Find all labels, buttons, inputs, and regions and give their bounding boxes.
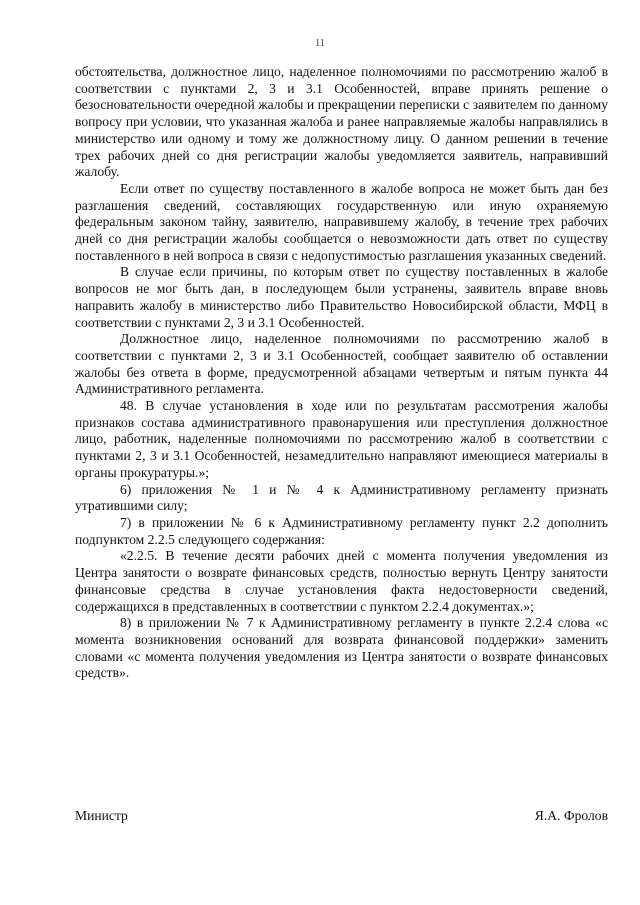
paragraph-continuation: обстоятельства, должностное лицо, наделенное полномочиями по рассмотрению жалоб в соответствии с пунктами 2, 3 и 3.1 Особенностей, вправе принять решение о безосновательности очередной жалобы и прекращении переписки с заявителем по данному вопросу при условии, что указанная жалоба и ранее направляемые жалобы направлялись в министерство или одному и тому же должностному лицу. О данном решении в течение трех рабочих дней со дня регистрации жалобы уведомляется заявитель, направивший жалобу.: [75, 64, 608, 180]
paragraph: 48. В случае установления в ходе или по результатам рассмотрения жалобы признаков состава административного правонарушения или преступления должностное лицо, работник, наделенные полномочиями по рассмотрению жалоб в соответствии с пунктами 2, 3 и 3.1 Особенностей, незамедлительно направляют имеющиеся материалы в органы прокуратуры.»;: [75, 398, 608, 480]
signatory-title: Министр: [75, 808, 128, 823]
paragraph: Должностное лицо, наделенное полномочиями по рассмотрению жалоб в соответствии с пунктами 2, 3 и 3.1 Особенностей, сообщает заявителю об оставлении жалобы без ответа в форме, предусмотренной абзацами четвертым и пятым пункта 44 Административного регламента.: [75, 331, 608, 397]
paragraph: Если ответ по существу поставленного в жалобе вопроса не может быть дан без разглашения сведений, составляющих государственную или иную охраняемую федеральным законом тайну, заявителю, направившему жалобу, в течение трех рабочих дней со дня регистрации жалобы сообщается о невозможности дать ответ по существу поставленного в ней вопроса в связи с недопустимостью разглашения указанных сведений.: [75, 180, 608, 263]
page-number: 11: [315, 38, 325, 49]
paragraph: 7) в приложении № 6 к Административному регламенту пункт 2.2 дополнить подпунктом 2.2.5 следующего содержания:: [75, 514, 608, 547]
signatory-name: Я.А. Фролов: [534, 808, 608, 823]
paragraph: 6) приложения № 1 и № 4 к Административному регламенту признать утратившими силу;: [75, 481, 608, 514]
signature-block: [75, 808, 608, 826]
paragraph: 8) в приложении № 7 к Административному регламенту в пункте 2.2.4 слова «с момента возникновения оснований для возврата финансовой поддержки» заменить словами «с момента получения уведомления из Центра занятости о возврате финансовых средств».: [75, 615, 608, 681]
paragraph: «2.2.5. В течение десяти рабочих дней с момента получения уведомления из Центра занятости о возврате финансовых средств, полностью вернуть Центру занятости финансовые средства в случае установления факта недостоверности сведений, содержащихся в представленных в соответствии с пунктом 2.2.4 документах.»;: [75, 548, 608, 614]
paragraph: В случае если причины, по которым ответ по существу поставленных в жалобе вопросов не мог быть дан, в последующем были устранены, заявитель вправе вновь направить жалобу в министерство либо Правительство Новосибирской области, МФЦ в соответствии с пунктами 2, 3 и 3.1 Особенностей.: [75, 264, 608, 330]
document-body: [75, 64, 608, 682]
